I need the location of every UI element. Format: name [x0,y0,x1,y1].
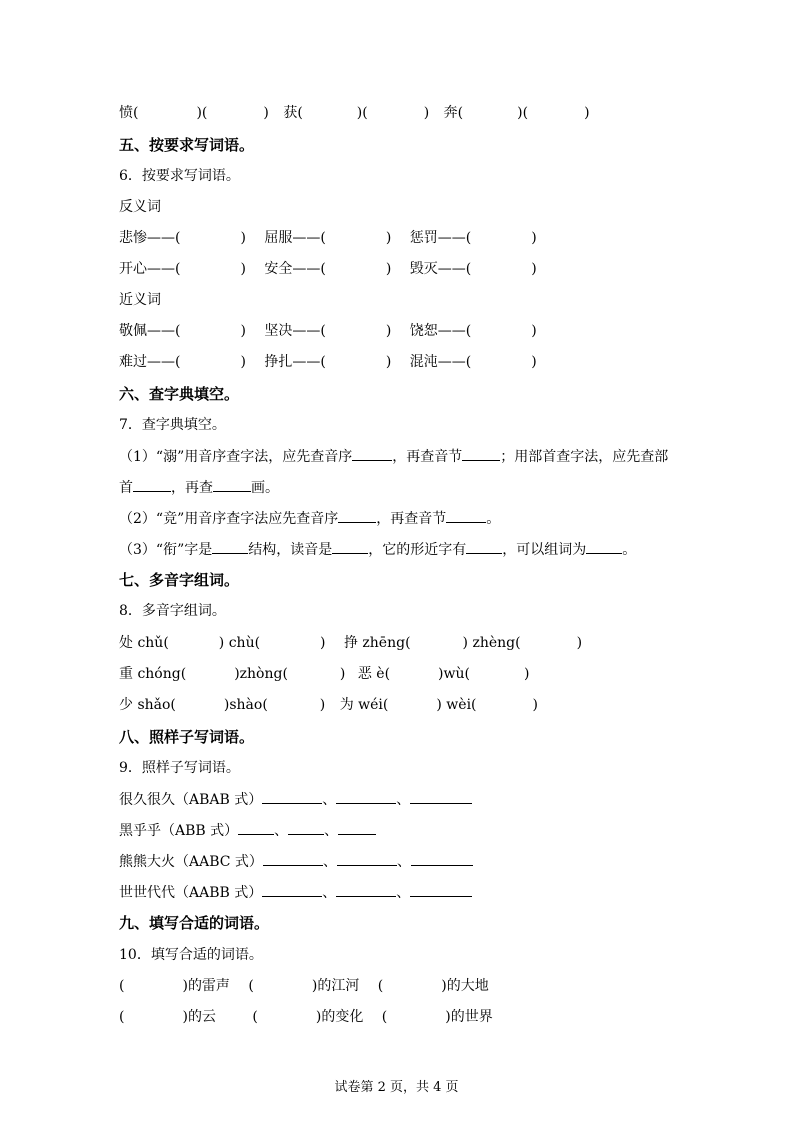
blank[interactable] [213,477,251,492]
fill-row-2: ( )的云 ( )的变化 ( )的世界 [119,1009,493,1025]
question-7: 7．查字典填空。 [119,417,226,433]
blank[interactable] [462,446,500,461]
char-huo: 获 [283,105,298,121]
polyphone-row-top: 愤( )( ) 获( )( ) 奔( )( ) [119,105,590,121]
char-fen: 愤 [119,105,133,121]
blank[interactable] [338,820,376,835]
dictionary-line-3: （2）“竞”用音序查字法应先查音序 ，再查音节 。 [119,508,500,529]
blank[interactable] [337,851,397,866]
antonym-label: 反义词 [119,199,161,215]
blank[interactable] [446,508,486,523]
polyphone-row-3: 少 shǎo( )shào( ) 为 wéi( ) wèi( ) [119,697,538,713]
section-6-heading: 六、查字典填空。 [119,385,240,403]
blank[interactable] [263,851,323,866]
blank[interactable] [238,820,274,835]
antonym-row-1: 悲惨——( ) 屈服——( ) 惩罚——( ) [119,230,537,246]
blank[interactable] [212,539,248,554]
blank[interactable] [338,508,376,523]
blank[interactable] [133,477,171,492]
blank[interactable] [411,851,473,866]
section-7-heading: 七、多音字组词。 [119,571,240,589]
question-6: 6．按要求写词语。 [119,168,240,184]
blank[interactable] [288,820,324,835]
pattern-row-abb: 黑乎乎（ABB 式） 、 、 [119,820,376,841]
page-footer: 试卷第 2 页，共 4 页 [334,1080,459,1095]
antonym-row-2: 开心——( ) 安全——( ) 毁灭——( ) [119,261,537,277]
blank[interactable] [262,789,322,804]
fill-row-1: ( )的雷声 ( )的江河 ( )的大地 [119,978,489,994]
synonym-row-2: 难过——( ) 挣扎——( ) 混沌——( ) [119,354,537,370]
blank[interactable] [410,789,472,804]
pattern-row-abab: 很久很久（ABAB 式） 、 、 [119,789,472,810]
blank[interactable] [262,882,322,897]
pattern-row-aabb: 世世代代（AABB 式） 、 、 [119,882,472,903]
blank[interactable] [586,539,622,554]
blank[interactable] [352,446,392,461]
blank[interactable] [332,539,368,554]
question-10: 10．填写合适的词语。 [119,947,263,963]
blank[interactable] [410,882,472,897]
synonym-row-1: 敬佩——( ) 坚决——( ) 饶恕——( ) [119,323,537,339]
section-5-heading: 五、按要求写词语。 [119,136,255,154]
dictionary-line-4: （3）“衔”字是 结构，读音是 ，它的形近字有 ，可以组词为 。 [119,539,636,560]
pattern-row-aabc: 熊熊大火（AABC 式） 、 、 [119,851,473,872]
dictionary-line-1: （1）“溺”用音序查字法，应先查音序 ，再查音节 ；用部首查字法，应先查部 [119,446,668,467]
blank[interactable] [466,539,502,554]
section-8-heading: 八、照样子写词语。 [119,728,255,746]
question-8: 8．多音字组词。 [119,603,226,619]
char-ben: 奔 [443,105,458,121]
polyphone-row-1: 处 chǔ( ) chù( ) 挣 zhēng( ) zhèng( ) [119,635,583,651]
blank[interactable] [336,789,396,804]
synonym-label: 近义词 [119,292,161,308]
blank[interactable] [336,882,396,897]
question-9: 9．照样子写词语。 [119,760,240,776]
polyphone-row-2: 重 chóng( )zhòng( ) 恶 è( )wù( ) [119,666,530,682]
section-9-heading: 九、填写合适的词语。 [119,914,270,932]
dictionary-line-2: 首 ，再查 画。 [119,477,279,498]
